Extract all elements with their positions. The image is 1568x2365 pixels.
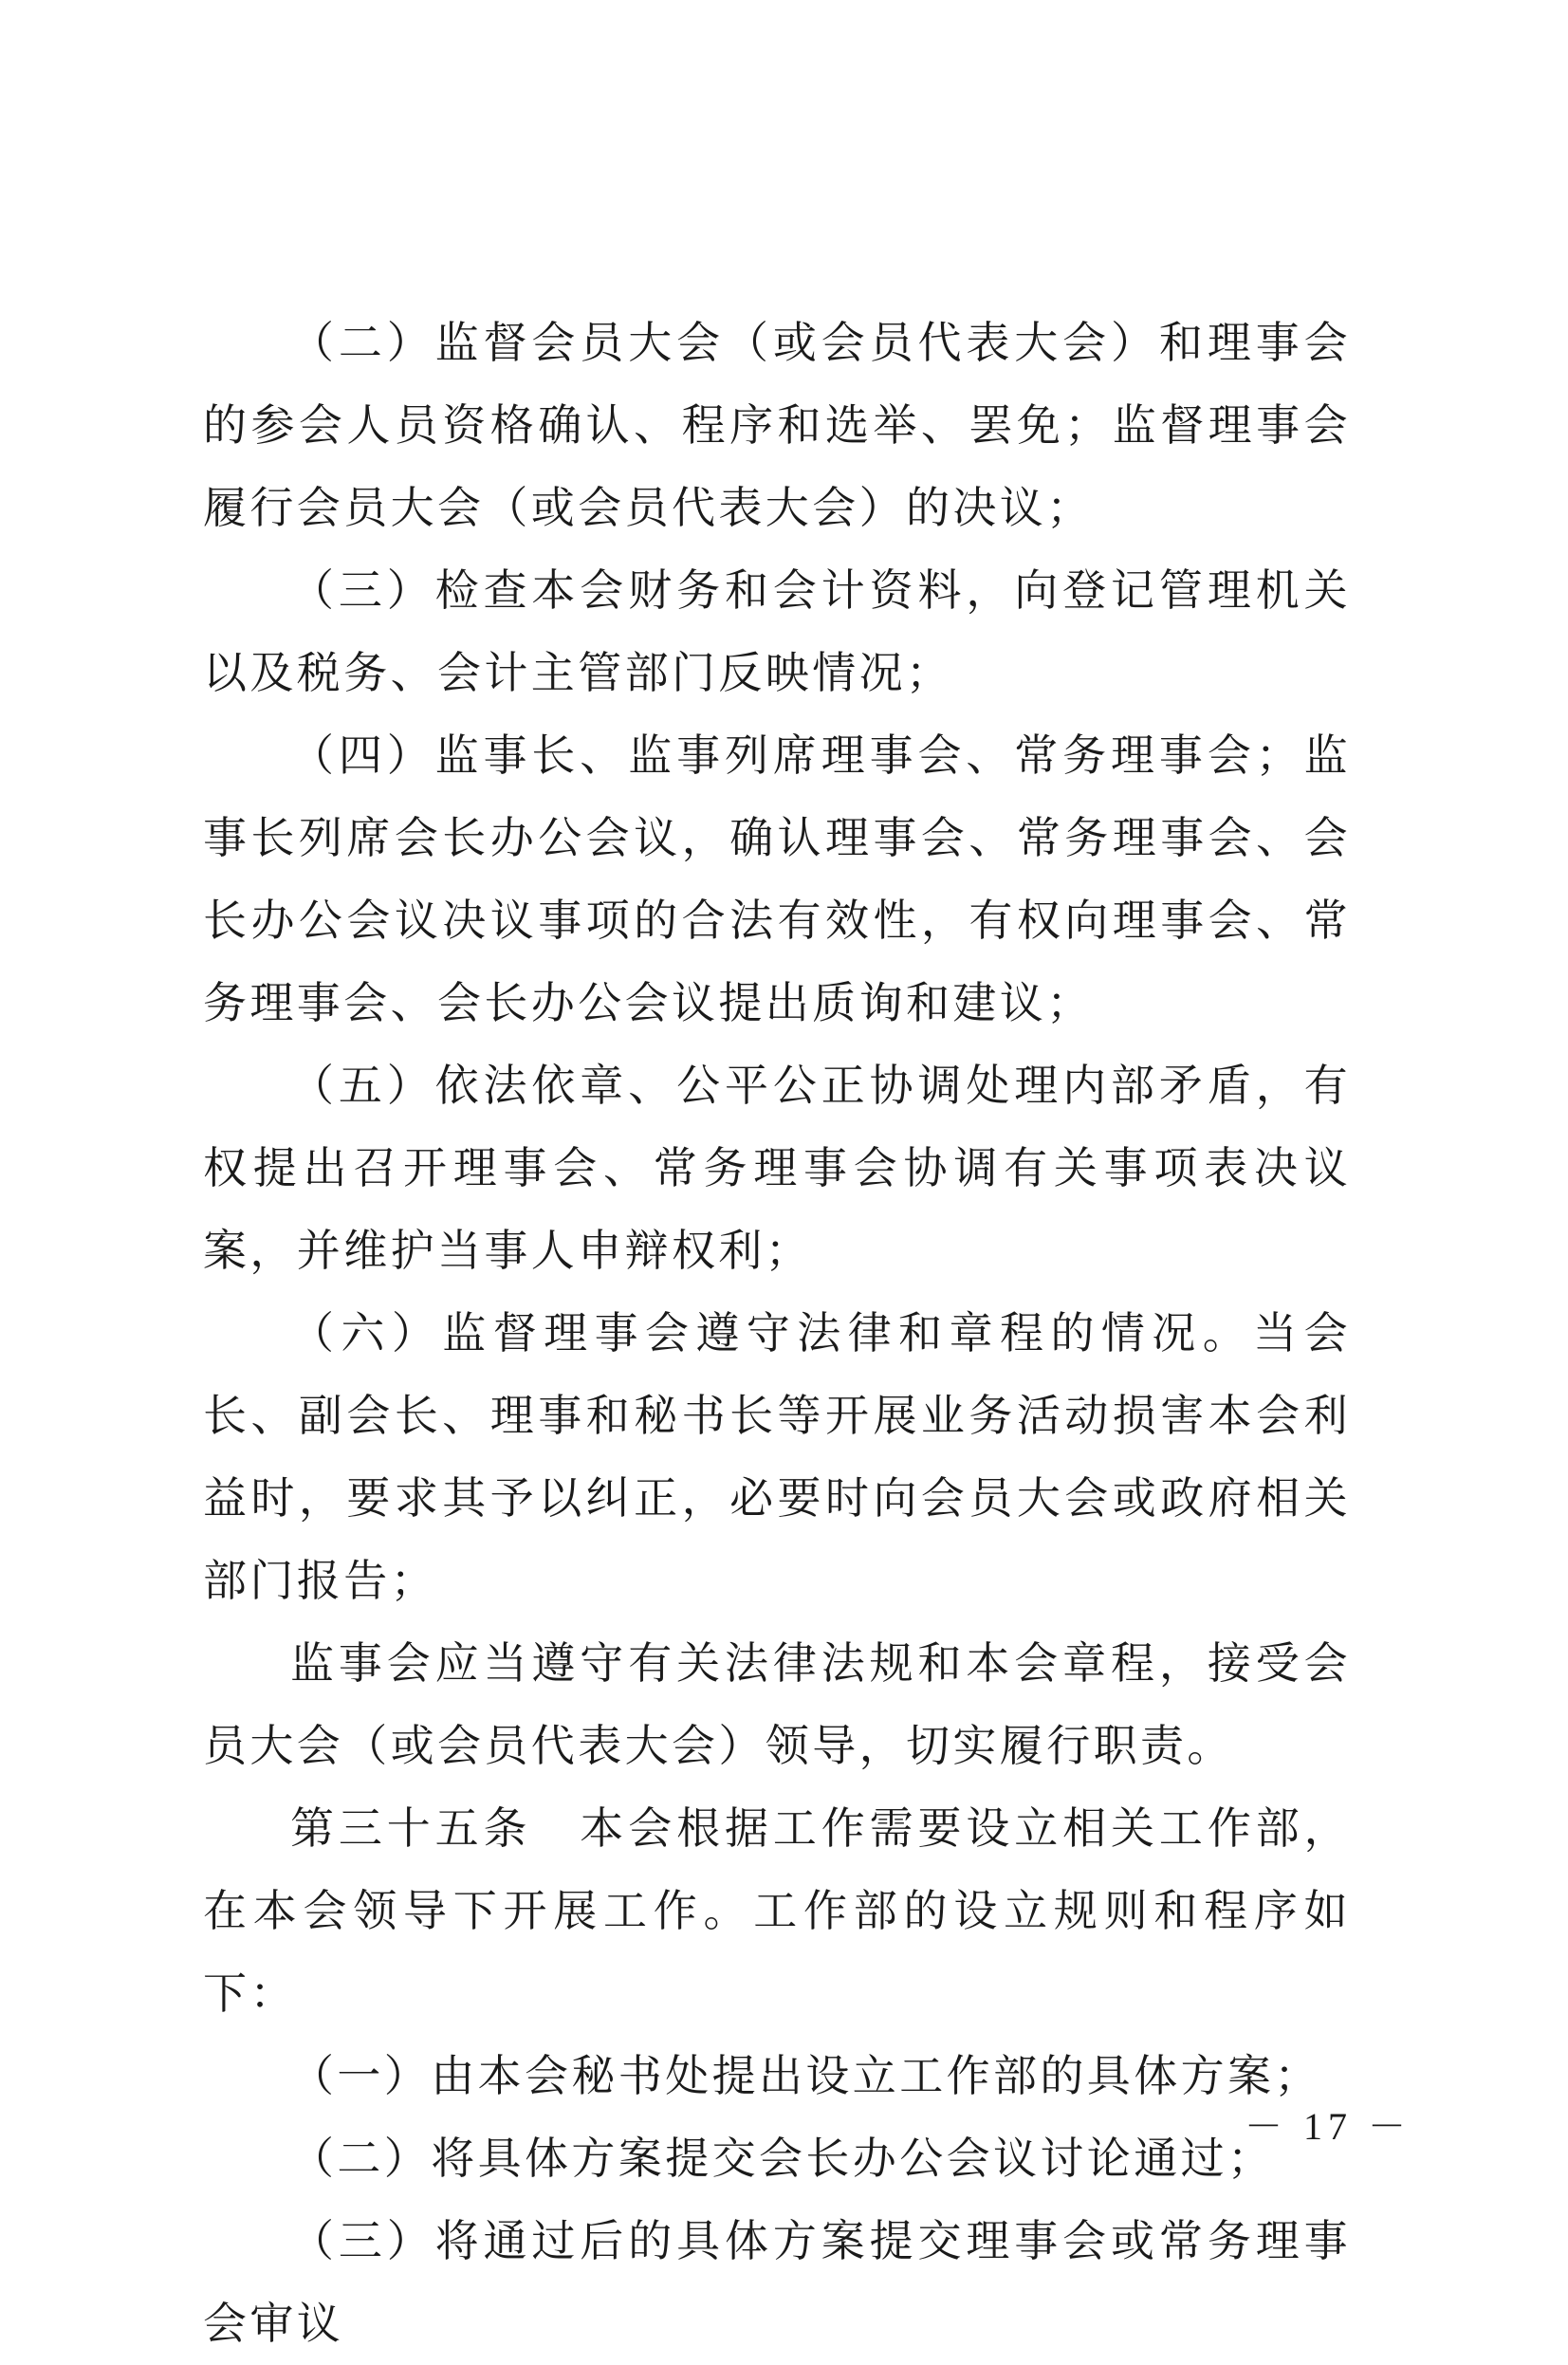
paragraph-supervise-assembly: （二）监督会员大会（或会员代表大会）和理事会的参会人员资格确认、程序和选举、罢免；监督理事会履行会员大会（或会员代表大会）的决议； (203, 317, 1351, 533)
paragraph-check-finance: （三）检查本会财务和会计资料，向登记管理机关以及税务、会计主管部门反映情况； (203, 564, 1351, 698)
document-body (203, 302, 1351, 2365)
paragraph-article-35: 第三十五条 本会根据工作需要设立相关工作部，在本会领导下开展工作。工作部的设立规则和程序如下： (203, 1802, 1351, 2019)
paragraph-supervise-compliance: （六）监督理事会遵守法律和章程的情况。当会长、副会长、理事和秘书长等开展业务活动损害本会利益时，要求其予以纠正，必要时向会员大会或政府相关部门报告； (203, 1307, 1351, 1606)
paragraph-step-1: （一）由本会秘书处提出设立工作部的具体方案； (290, 2050, 1321, 2101)
page-number: － 17 － (1245, 2105, 1411, 2148)
paragraph-coordinate-disputes: （五）依法依章、公平公正协调处理内部矛盾，有权提出召开理事会、常务理事会协调有关事项表决议案，并维护当事人申辩权利； (203, 1060, 1351, 1276)
paragraph-board-duties: 监事会应当遵守有关法律法规和本会章程，接受会员大会（或会员代表大会）领导，切实履行职责。 (203, 1637, 1351, 1771)
paragraph-attend-meetings: （四）监事长、监事列席理事会、常务理事会；监事长列席会长办公会议，确认理事会、常务理事会、会长办公会议决议事项的合法有效性，有权向理事会、常务理事会、会长办公会议提出质询和建议； (203, 730, 1351, 1028)
paragraph-step-3: （三）将通过后的具体方案提交理事会或常务理事会审议 (203, 2215, 1351, 2349)
paragraph-step-2: （二）将具体方案提交会长办公会议讨论通过； (290, 2133, 1275, 2184)
